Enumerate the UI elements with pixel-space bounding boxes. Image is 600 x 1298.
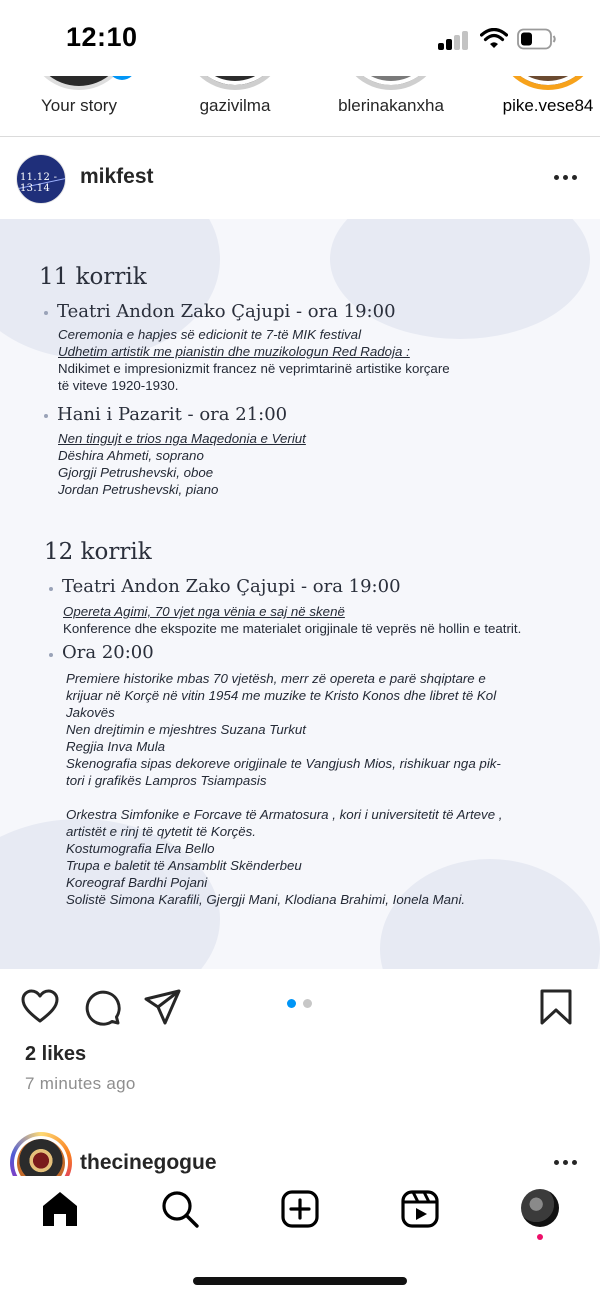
- notification-dot: [537, 1234, 543, 1240]
- save-bookmark-icon[interactable]: [536, 987, 576, 1027]
- program-line: Dëshira Ahmeti, soprano: [58, 448, 204, 463]
- home-indicator[interactable]: [193, 1277, 407, 1285]
- bullet: [49, 653, 53, 657]
- program-line: tori i grafikës Lampros Tsiampasis: [66, 773, 267, 788]
- story-label: pike.vese84: [502, 96, 594, 115]
- wifi-icon: [480, 28, 508, 50]
- venue-title: Hani i Pazarit - ora 21:00: [57, 404, 288, 425]
- battery-icon: [517, 28, 557, 50]
- program-line: Skenografia sipas dekoreve origjinale te Vangjush Mios, rishikuar nga pik-: [66, 756, 501, 771]
- program-line: Jakovës: [66, 705, 115, 720]
- day-title: 11 korrik: [39, 264, 147, 290]
- like-heart-icon[interactable]: [20, 987, 60, 1027]
- next-post-avatar[interactable]: [10, 1132, 72, 1176]
- story-label: gazivilma: [199, 96, 271, 115]
- signal-icon: [438, 30, 470, 50]
- next-post-username[interactable]: thecinegogue: [80, 1151, 217, 1174]
- more-options-icon[interactable]: [552, 175, 582, 183]
- comment-icon[interactable]: [82, 987, 122, 1027]
- bullet: [44, 311, 48, 315]
- program-line: të viteve 1920-1930.: [58, 378, 179, 393]
- venue-title: Ora 20:00: [62, 642, 154, 663]
- carousel-dot-active: [287, 999, 296, 1008]
- program-line: Udhetim artistik me pianistin dhe muzikologun Red Radoja :: [58, 344, 410, 359]
- post-header: [0, 137, 600, 219]
- post-username[interactable]: mikfest: [80, 165, 154, 188]
- likes-count[interactable]: 2 likes: [25, 1043, 87, 1065]
- search-icon[interactable]: [160, 1189, 200, 1229]
- new-post-icon[interactable]: [280, 1189, 320, 1229]
- program-line: Jordan Petrushevski, piano: [58, 482, 219, 497]
- venue-title: Teatri Andon Zako Çajupi - ora 19:00: [62, 576, 401, 597]
- status-bar: [0, 0, 600, 76]
- home-icon[interactable]: [40, 1189, 80, 1229]
- venue-title: Teatri Andon Zako Çajupi - ora 19:00: [57, 301, 396, 322]
- bullet: [49, 587, 53, 591]
- next-post-header: [0, 1128, 600, 1176]
- post-timestamp: 7 minutes ago: [25, 1074, 136, 1093]
- carousel-dot: [303, 999, 312, 1008]
- bullet: [44, 414, 48, 418]
- program-line: Nen tingujt e trios nga Maqedonia e Veriut: [58, 431, 306, 446]
- program-line: Trupa e baletit të Ansamblit Skënderbeu: [66, 858, 302, 873]
- program-line: Orkestra Simfonike e Forcave të Armatosura , kori i universitetit të Arteve ,: [66, 807, 503, 822]
- program-line: Regjia Inva Mula: [66, 739, 166, 754]
- program-line: Konference dhe ekspozite me materialet origjinale të veprës në hollin e teatrit.: [63, 621, 522, 636]
- profile-avatar[interactable]: [521, 1189, 559, 1227]
- status-time: 12:10: [66, 22, 138, 52]
- story-label: Your story: [41, 96, 117, 115]
- post-avatar[interactable]: [16, 154, 66, 204]
- bottom-tab-bar: [0, 1176, 600, 1298]
- program-line: Premiere historike mbas 70 vjetësh, merr zë opereta e parë shqiptare e: [66, 671, 486, 686]
- carousel-indicator: [287, 999, 317, 1009]
- post-actions: [0, 969, 600, 1039]
- program-line: Kostumografia Elva Bello: [66, 841, 215, 856]
- program-line: Koreograf Bardhi Pojani: [66, 875, 208, 890]
- avatar-text: 11.12 - 13.14: [20, 172, 58, 194]
- post-document: [0, 219, 600, 969]
- more-options-icon[interactable]: [552, 1160, 582, 1168]
- program-line: Solistë Simona Karafili, Gjergji Mani, Klodiana Brahimi, Ionela Mani.: [66, 892, 466, 907]
- share-send-icon[interactable]: [143, 987, 183, 1027]
- program-line: Nen drejtimin e mjeshtres Suzana Turkut: [66, 722, 306, 737]
- story-label: blerinakanxha: [338, 96, 444, 115]
- program-line: artistët e rinj të qytetit të Korçës.: [66, 824, 256, 839]
- program-line: Ndikimet e impresionizmit francez në veprimtarinë artistike korçare: [58, 361, 450, 376]
- day-title: 12 korrik: [44, 539, 152, 565]
- program-line: Ceremonia e hapjes së edicionit te 7-të MIK festival: [58, 327, 362, 342]
- program-line: Gjorgji Petrushevski, oboe: [58, 465, 214, 480]
- reels-icon[interactable]: [400, 1189, 440, 1229]
- program-line: Opereta Agimi, 70 vjet nga vënia e saj në skenë: [63, 604, 345, 619]
- post-image[interactable]: [0, 219, 600, 969]
- program-line: krijuar në Korçë në vitin 1954 me muzike te Kristo Konos dhe libret të Kol: [66, 688, 497, 703]
